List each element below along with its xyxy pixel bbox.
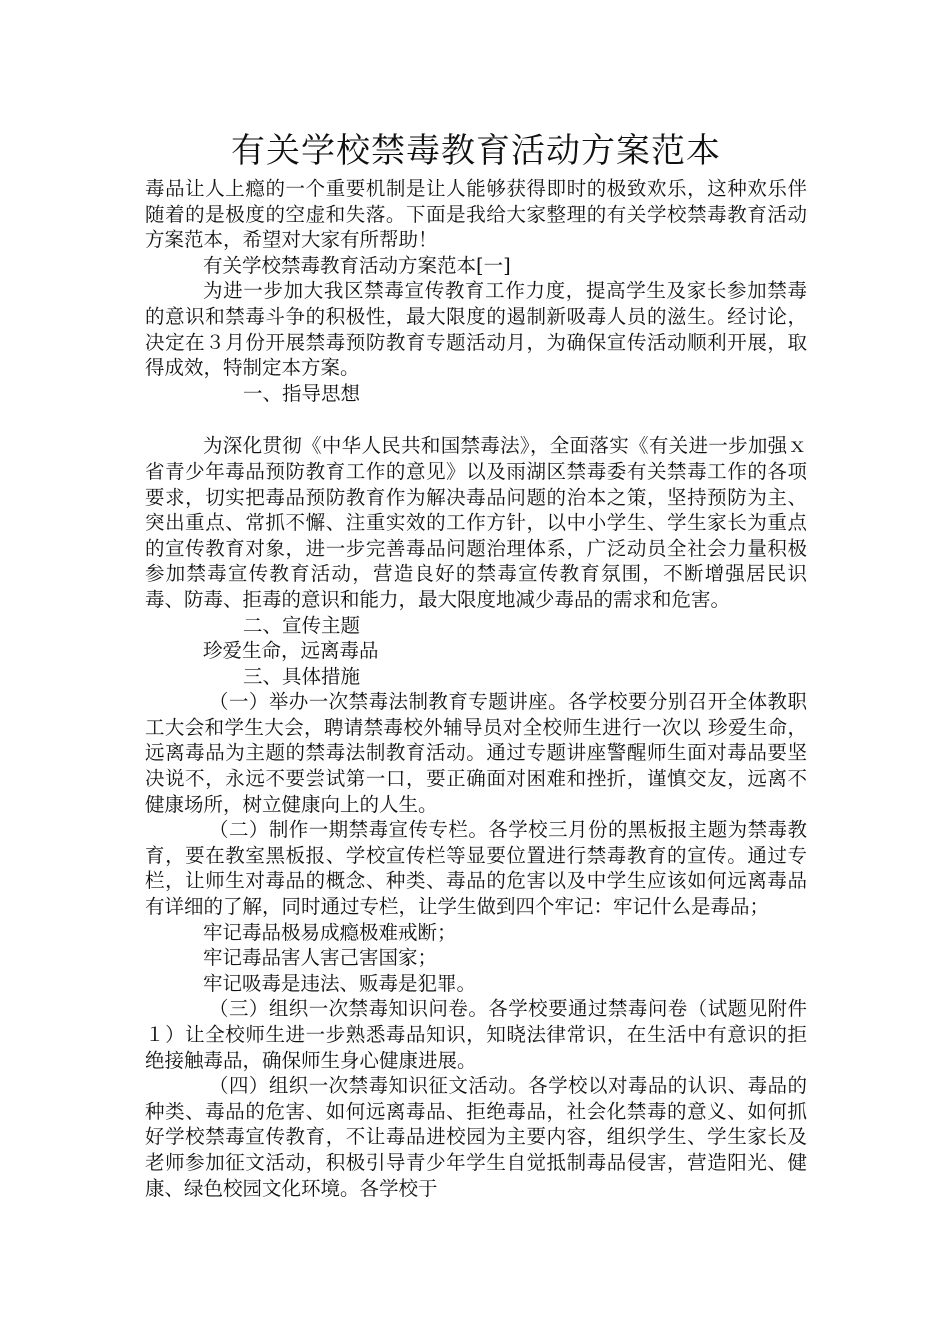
- remember-item-4: 牢记吸毒是违法、贩毒是犯罪。: [203, 971, 477, 995]
- guiding-paragraph: 为深化贯彻《中华人民共和国禁毒法》，全面落实《有关进一步加强ｘ省青少年毒品预防教育工作的意见》以及雨湖区禁毒委有关禁毒工作的各项要求，切实把毒品预防教育作为解决毒品问题的治本之策，坚持预防为主、突出重点、常抓不懈、注重实效的工作方针，以中小学生、学生家长为重点的宣传教育对象，进一步完善毒品问题治理体系，广泛动员全社会力量积极参加禁毒宣传教育活动，营造良好的禁毒宣传教育氛围，不断增强居民识毒、防毒、拒毒的意识和能力，最大限度地减少毒品的需求和危害。: [145, 434, 807, 611]
- measure-4-paragraph: （四）组织一次禁毒知识征文活动。各学校以对毒品的认识、毒品的种类、毒品的危害、如何远离毒品、拒绝毒品，社会化禁毒的意义、如何抓好学校禁毒宣传教育，不让毒品进校园为主要内容，组织学生、学生家长及老师参加征文活动，积极引导青少年学生自觉抵制毒品侵害，营造阳光、健康、绿色校园文化环境。各学校于: [145, 1074, 807, 1200]
- heading-measures: 三、具体措施: [243, 664, 361, 688]
- theme-text: 珍爱生命，远离毒品: [203, 639, 379, 663]
- heading-theme: 二、宣传主题: [243, 613, 361, 637]
- blank-line: [145, 406, 807, 433]
- measure-3-paragraph: （三）组织一次禁毒知识问卷。各学校要通过禁毒问卷（试题见附件１）让全校师生进一步熟悉毒品知识，知晓法律常识，在生活中有意识的拒绝接触毒品，确保师生身心健康进展。: [145, 997, 807, 1072]
- document-title: 有关学校禁毒教育活动方案范本: [231, 131, 721, 171]
- section-subtitle: 有关学校禁毒教育活动方案范本[一]: [203, 253, 511, 277]
- heading-guiding-ideas: 一、指导思想: [243, 381, 361, 405]
- intro-paragraph: 毒品让人上瘾的一个重要机制是让人能够获得即时的极致欢乐，这种欢乐伴随着的是极度的空虚和失落。下面是我给大家整理的有关学校禁毒教育活动方案范本，希望对大家有所帮助！: [145, 177, 807, 252]
- measure-2-paragraph: （二）制作一期禁毒宣传专栏。各学校三月份的黑板报主题为禁毒教育，要在教室黑板报、学校宣传栏等显要位置进行禁毒教育的宣传。通过专栏，让师生对毒品的概念、种类、毒品的危害以及中学生应该如何远离毒品有详细的了解，同时通过专栏，让学生做到四个牢记：牢记什么是毒品；: [145, 818, 807, 919]
- measure-1-paragraph: （一）举办一次禁毒法制教育专题讲座。各学校要分别召开全体教职工大会和学生大会，聘请禁毒校外辅导员对全校师生进行一次以 珍爱生命，远离毒品为主题的禁毒法制教育活动。通过专题讲座警醒师生面对毒品要坚决说不，永远不要尝试第一口，要正确面对困难和挫折，谨慎交友，远离不健康场所，树立健康向上的人生。: [145, 690, 807, 816]
- purpose-paragraph: 为进一步加大我区禁毒宣传教育工作力度，提高学生及家长参加禁毒的意识和禁毒斗争的积极性，最大限度的遏制新吸毒人员的滋生。经讨论，决定在３月份开展禁毒预防教育专题活动月，为确保宣传活动顺利开展，取得成效，特制定本方案。: [145, 279, 807, 380]
- remember-item-2: 牢记毒品极易成瘾极难戒断；: [203, 920, 457, 944]
- remember-item-3: 牢记毒品害人害己害国家；: [203, 946, 438, 970]
- document-page: [145, 128, 807, 1201]
